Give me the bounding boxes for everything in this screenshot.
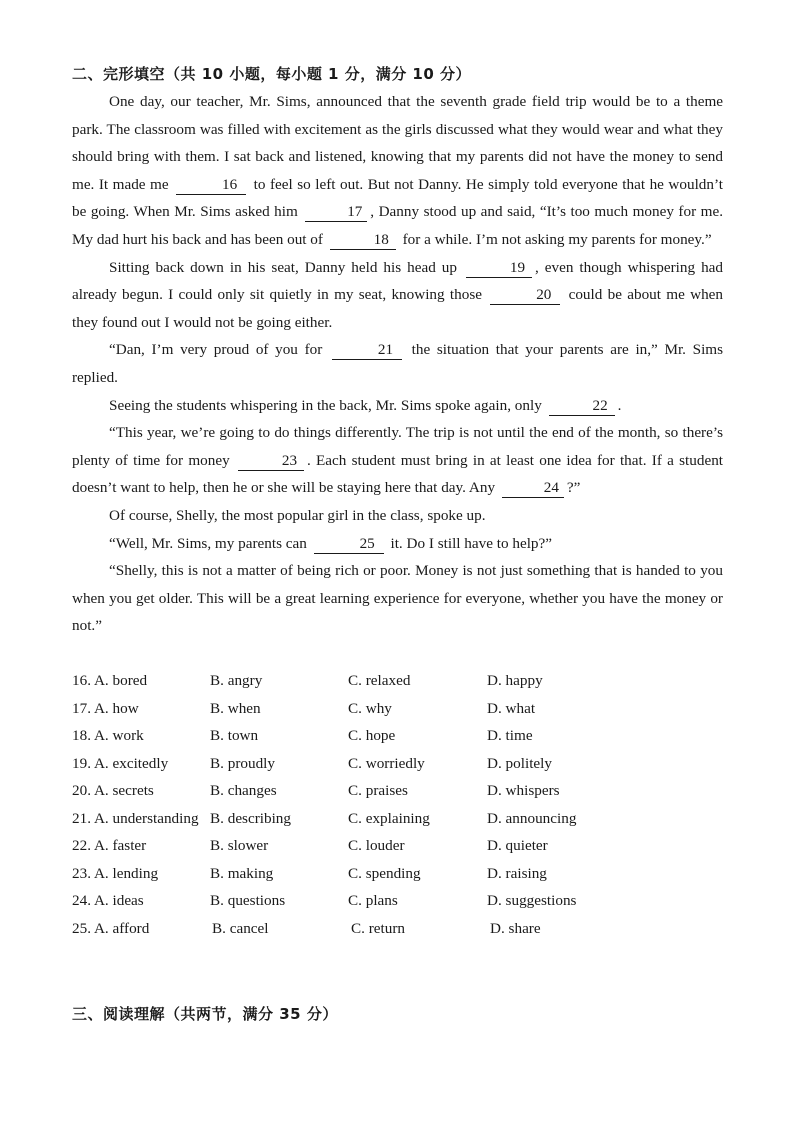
passage-text: ?” [566,479,581,497]
passage-text: . Each student must bring in at least one idea for that. If a student doesn’t want to help, then he or she will be staying here that day. Any [72,451,724,497]
option-d: D. raising [487,864,547,882]
option-a: 24. A. ideas [72,892,144,909]
option-d: D. suggestions [487,892,577,909]
option-a: 20. A. secrets [72,782,154,799]
option-c: C. return [351,919,405,937]
blank-17: 17 [305,202,367,222]
option-row-20 [72,777,732,805]
blank-19: 19 [466,258,532,278]
option-c: C. louder [348,837,405,854]
option-c: C. relaxed [348,672,411,689]
option-a: 22. A. faster [72,837,147,854]
passage-text: it. Do I still have to help?” [390,534,553,552]
option-c: C. worriedly [348,754,425,772]
option-a: 17. A. how [72,699,139,717]
option-d: D. announcing [487,809,577,827]
option-d: D. time [487,727,533,744]
option-row-16 [72,667,732,695]
option-a: 19. A. excitedly [72,754,169,772]
passage-text: , even though whispering had already begun. I could only sit quietly in my seat, knowing those [72,258,724,304]
paragraph-7 [72,530,723,558]
option-d: D. share [490,919,541,937]
paragraph-4 [72,392,723,420]
option-row-17 [72,695,732,723]
option-a: 25. A. afford [72,919,150,937]
paragraph-3 [72,336,723,391]
option-c: C. spending [348,864,421,882]
passage-text: “Dan, I’m very proud of you for [109,341,323,359]
option-b: B. cancel [212,919,269,937]
option-row-25 [72,915,732,943]
option-b: B. changes [210,782,277,799]
passage-text: the situation that your parents are in,” Mr. Sims replied. [72,341,724,386]
blank-16: 16 [176,175,246,195]
passage-text: to feel so left out. But not Danny. He simply told everyone that he wouldn’t be going. When Mr. Sims asked him [72,175,723,221]
passage-text: Sitting back down in his seat, Danny held his head up [109,258,457,276]
option-c: C. praises [348,782,408,799]
option-c: C. hope [348,727,396,744]
option-b: B. town [210,727,259,744]
passage-text: Of course, Shelly, the most popular girl in the class, spoke up. [109,506,486,524]
answer-options [72,667,732,942]
option-a: 21. A. understanding [72,809,199,827]
passage-text: could be about me when they found out I would not be going either. [72,286,724,331]
paragraph-8 [72,557,723,640]
option-c: C. why [348,699,392,717]
passage-text: “Well, Mr. Sims, my parents can [109,534,307,552]
option-d: D. politely [487,754,552,772]
option-row-23 [72,860,732,888]
option-a: 16. A. bored [72,672,148,689]
option-row-22 [72,832,732,860]
option-row-21 [72,805,732,833]
option-a: 18. A. work [72,727,144,744]
option-d: D. what [487,699,536,717]
option-c: C. plans [348,892,398,909]
option-b: B. questions [210,892,286,909]
passage-text: , Danny stood up and said, “It’s too much money for me. My dad hurt his back and has been out of [72,203,723,248]
paragraph-1 [72,88,723,254]
blank-21: 21 [332,340,402,360]
blank-22: 22 [549,396,615,416]
option-d: D. quieter [487,837,548,854]
blank-25: 25 [314,534,384,554]
option-row-24 [72,887,732,915]
paragraph-2 [72,254,723,337]
option-a: 23. A. lending [72,864,159,882]
option-b: B. slower [210,837,269,854]
option-b: B. making [210,864,274,882]
blank-23: 23 [238,451,304,471]
option-d: D. whispers [487,782,560,799]
passage-text: Seeing the students whispering in the back, Mr. Sims spoke again, only [109,396,542,414]
section-reading-title: 三、阅读理解（共两节，满分 35 分） [72,1005,338,1023]
passage-text: . [617,396,622,414]
paragraph-6 [72,502,723,530]
passage-text: “Shelly, this is not a matter of being rich or poor. Money is not just something that is handed to you when you get older. This will be a great learning experience for everyone, whether you have the money or not.” [72,562,723,635]
option-row-19 [72,750,732,778]
section-cloze-title: 二、完形填空（共 10 小题，每小题 1 分，满分 10 分） [72,65,472,83]
option-b: B. describing [210,809,291,827]
option-b: B. when [210,699,261,717]
blank-20: 20 [490,285,560,305]
option-c: C. explaining [348,809,430,827]
passage-text: One day, our teacher, Mr. Sims, announced that the seventh grade field trip would be to a theme park. The classroom was filled with excitement as the girls discussed what they would wear and what they should bring with them. I sat back and listened, knowing that my parents did not have the money to send me. It made me [72,93,723,193]
blank-24: 24 [502,478,564,498]
option-b: B. proudly [210,754,275,772]
passage-text: “This year, we’re going to do things differently. The trip is not until the end of the month, so there’s plenty of time for money [72,424,723,469]
paragraph-5 [72,419,723,502]
option-b: B. angry [210,672,263,689]
option-d: D. happy [487,672,543,689]
option-row-18 [72,722,732,750]
passage-text: for a while. I’m not asking my parents for money.” [402,230,712,248]
blank-18: 18 [330,230,396,250]
cloze-passage [72,88,723,640]
